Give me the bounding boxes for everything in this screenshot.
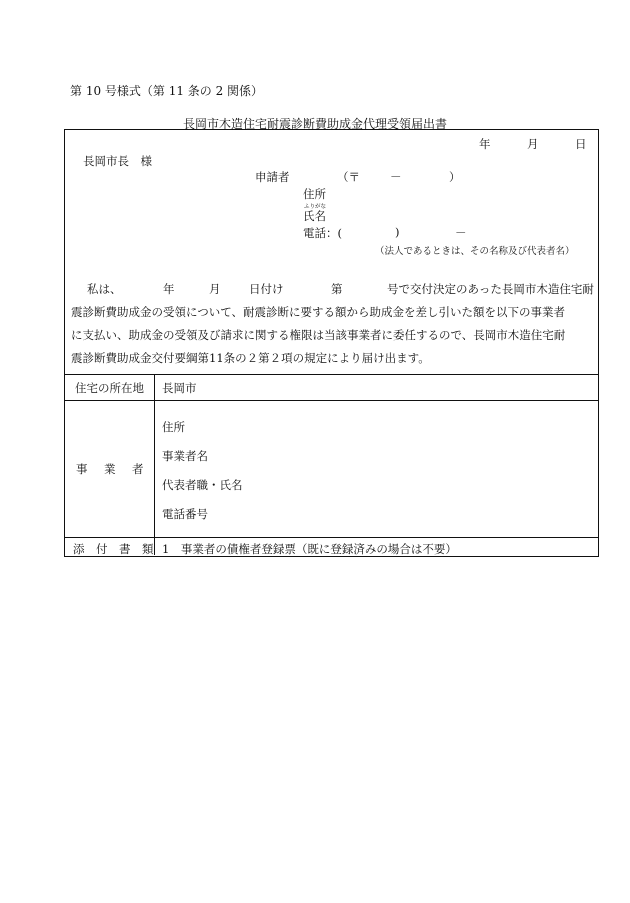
statement-rest: 号で交付決定のあった長岡市木造住宅耐 [387,282,594,296]
applicant-label: 申請者 [255,170,290,184]
corporate-note: （法人であるときは、その名称及び代表者名） [375,246,575,257]
applicant-name-label: 氏名 [303,209,326,223]
business-phone-field: 電話番号 [162,507,208,521]
phone-close: ) [395,225,400,239]
attachment-value: 1 事業者の債権者登録票（既に登録済みの場合は不要） [162,542,457,556]
form-number: 第 10 号様式（第 11 条の 2 関係） [70,84,264,98]
column-divider [154,374,155,555]
date-day-label: 日 [575,137,587,151]
statement-year: 年 [163,282,175,296]
statement-line-4: 震診断費助成金交付要綱第11条の２第２項の規定により届け出ます。 [71,351,430,365]
statement-line-1 [71,278,593,301]
business-label-char-1: 事 [76,462,88,476]
date-year-label: 年 [479,137,491,151]
applicant-address-label: 住所 [303,187,326,201]
statement-paragraph [71,278,593,370]
statement-day: 日付け [249,282,284,296]
document-title: 長岡市木造住宅耐震診断費助成金代理受領届出書 [182,117,447,131]
business-address-field: 住所 [162,420,185,434]
statement-month: 月 [209,282,221,296]
statement-no: 第 [331,282,343,296]
business-label-char-3: 者 [132,462,144,476]
business-representative-field: 代表者職・氏名 [162,478,243,492]
business-label [65,461,154,477]
applicant-phone-label: 電話：( [303,226,342,240]
business-name-field: 事業者名 [162,449,208,463]
addressee: 長岡市長 様 [83,154,152,168]
attachment-label: 添 付 書 類 [73,542,154,556]
location-value: 長岡市 [162,381,197,395]
postal-dash: － [390,170,402,184]
location-label: 住宅の所在地 [75,381,144,395]
statement-intro: 私は、 [87,282,122,296]
date-month-label: 月 [527,137,539,151]
form-frame [64,129,599,557]
statement-line-2: 震診断費助成金の受領について、耐震診断に要する額から助成金を差し引いた額を以下の事業者 [71,305,566,319]
postal-close: ） [449,170,461,184]
name-ruby: ふりがな [304,204,327,210]
phone-dash: － [455,226,467,240]
statement-line-3: に支払い、助成金の受領及び請求に関する権限は当該事業者に委任するので、長岡市木造住宅耐 [71,328,566,342]
business-label-char-2: 業 [104,462,116,476]
divider-business [65,537,598,538]
postal-open: （〒 [337,170,360,184]
divider-top [65,374,598,375]
divider-location [65,400,598,401]
